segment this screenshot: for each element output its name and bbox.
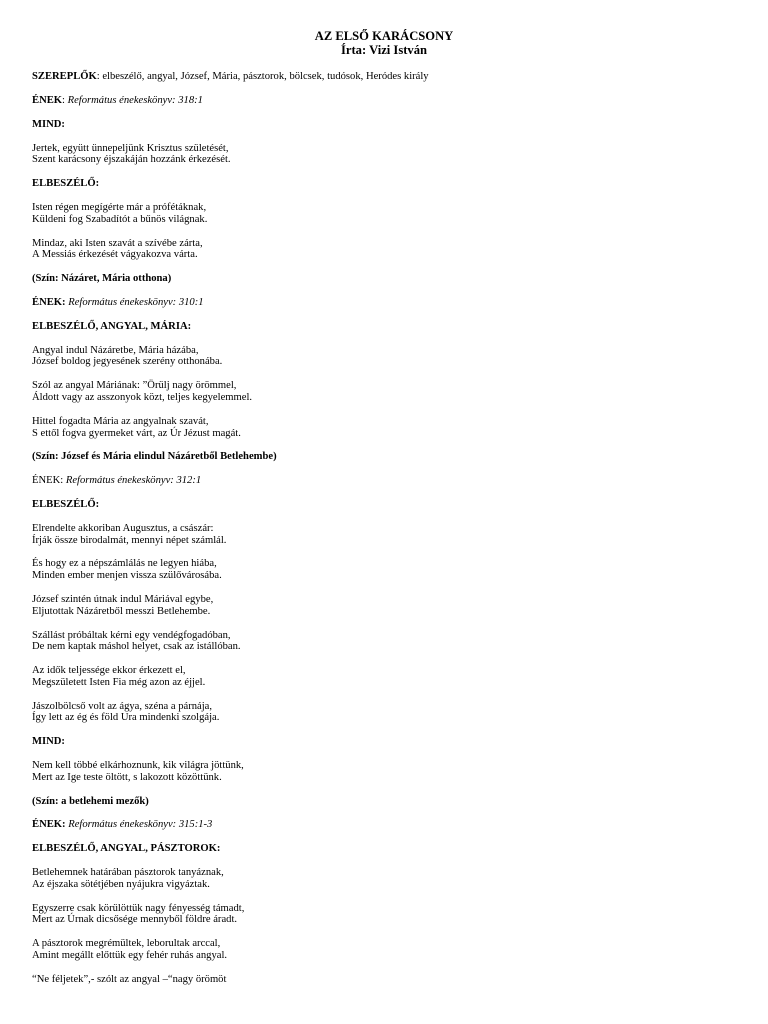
speaker-heading: ELBESZÉLŐ: <box>32 498 100 510</box>
song-reference <box>32 819 736 831</box>
verse-line: Mindaz, aki Isten szavát a szívébe zárta, <box>32 237 203 249</box>
verse-line: Amint megállt előttük egy fehér ruhás angyal. <box>32 950 228 962</box>
song-label: ÉNEK: <box>32 296 66 308</box>
verse-stanza <box>32 558 736 582</box>
verse-stanza <box>32 938 736 962</box>
verse-line: Minden ember menjen vissza szülővárosába. <box>32 570 222 582</box>
verse-line: A pásztorok megrémültek, leborultak arccal, <box>32 938 221 950</box>
verse-line: De nem kaptak máshol helyet, csak az istállóban. <box>32 641 241 653</box>
verse-stanza <box>32 380 736 404</box>
verse-line: S ettől fogva gyermeket várt, az Úr Jézust magát. <box>32 427 241 439</box>
song-label: ÉNEK <box>32 94 63 106</box>
verse-line: Elrendelte akkoriban Augusztus, a császár: <box>32 522 214 534</box>
document-page <box>32 30 736 998</box>
verse-line: Így lett az ég és föld Ura mindenki szolgája. <box>32 712 220 724</box>
song-label: ÉNEK: <box>32 819 66 831</box>
verse-line: És hogy ez a népszámlálás ne legyen hiába, <box>32 558 217 570</box>
verse-line: Megszületett Isten Fia még azon az éjjel. <box>32 676 206 688</box>
verse-line: “Ne féljetek”,- szólt az angyal –“nagy örömöt <box>32 973 227 985</box>
verse-line: Szól az angyal Máriának: ”Örülj nagy örömmel, <box>32 380 237 392</box>
verse-line: Betlehemnek határában pásztorok tanyáznak, <box>32 867 224 879</box>
verse-line: Angyal indul Názáretbe, Mária házába, <box>32 344 199 356</box>
verse-line: Írják össze birodalmát, mennyi népet számlál. <box>32 534 227 546</box>
verse-stanza <box>32 665 736 689</box>
verse-line: Egyszerre csak körülöttük nagy fényesség támadt, <box>32 902 245 914</box>
verse-line: Az idők teljessége ekkor érkezett el, <box>32 665 186 677</box>
verse-stanza <box>32 143 736 167</box>
verse-stanza <box>32 760 736 784</box>
title-block <box>32 30 736 57</box>
verse-stanza <box>32 345 736 369</box>
verse-line: Jászolbölcső volt az ágya, széna a párnája, <box>32 700 213 712</box>
scene-direction: (Szín: Názáret, Mária otthona) <box>32 273 172 285</box>
verse-stanza <box>32 416 736 440</box>
script-body <box>32 95 736 986</box>
verse-line: József boldog jegyesének szerény otthonába. <box>32 356 223 368</box>
verse-line: A Messiás érkezését vágyakozva várta. <box>32 249 198 261</box>
verse-stanza <box>32 867 736 891</box>
hymn-reference: Református énekeskönyv: 310:1 <box>68 296 204 308</box>
scene-direction: (Szín: József és Mária elindul Názáretből Betlehembe) <box>32 451 277 463</box>
cast-list <box>32 71 736 83</box>
song-reference <box>32 297 736 309</box>
verse-line: Hittel fogadta Mária az angyalnak szavát, <box>32 415 209 427</box>
speaker-heading: ELBESZÉLŐ: <box>32 178 100 190</box>
verse-line: Áldott vagy az asszonyok közt, teljes kegyelemmel. <box>32 391 253 403</box>
song-separator: : <box>62 94 68 106</box>
verse-line: Isten régen megígérte már a prófétáknak, <box>32 201 207 213</box>
verse-stanza <box>32 523 736 547</box>
verse-line: Szent karácsony éjszakáján hozzánk érkezését. <box>32 154 231 166</box>
verse-stanza <box>32 974 736 986</box>
song-label: ÉNEK <box>32 475 61 487</box>
verse-stanza <box>32 202 736 226</box>
verse-line: Mert az Ige teste öltött, s lakozott közöttünk. <box>32 771 222 783</box>
speaker-heading: MIND: <box>32 118 65 130</box>
verse-line: Mert az Úrnak dicsősége mennyből földre áradt. <box>32 914 238 926</box>
verse-line: Eljutottak Názáretből messzi Betlehembe. <box>32 605 211 617</box>
document-title: AZ ELSŐ KARÁCSONY <box>314 29 454 43</box>
speaker-heading: ELBESZÉLŐ, ANGYAL, PÁSZTOROK: <box>32 843 221 855</box>
verse-line: Jertek, együtt ünnepeljünk Krisztus születését, <box>32 142 229 154</box>
hymn-reference: Református énekeskönyv: 312:1 <box>65 475 202 487</box>
verse-line: Szállást próbáltak kérni egy vendégfogadóban, <box>32 629 231 641</box>
document-author: Írta: Vizi István <box>340 42 428 57</box>
scene-direction: (Szín: a betlehemi mezők) <box>32 795 149 807</box>
verse-stanza <box>32 238 736 262</box>
verse-line: Az éjszaka sötétjében nyájukra vigyáztak. <box>32 878 210 890</box>
verse-line: Nem kell többé elkárhoznunk, kik világra jöttünk, <box>32 760 244 772</box>
song-reference <box>32 475 736 487</box>
verse-stanza <box>32 594 736 618</box>
cast-label: SZEREPLŐK <box>32 71 97 83</box>
hymn-reference: Református énekeskönyv: 315:1-3 <box>68 819 213 831</box>
speaker-heading: MIND: <box>32 736 65 748</box>
verse-line: Küldeni fog Szabadítót a bűnös világnak. <box>32 213 208 225</box>
hymn-reference: Református énekeskönyv: 318:1 <box>67 94 203 106</box>
verse-stanza <box>32 903 736 927</box>
cast-text: : elbeszélő, angyal, József, Mária, pásztorok, bölcsek, tudósok, Heródes király <box>96 71 429 83</box>
song-reference <box>32 95 736 107</box>
speaker-heading: ELBESZÉLŐ, ANGYAL, MÁRIA: <box>32 320 192 332</box>
song-separator: : <box>60 475 66 487</box>
verse-stanza <box>32 701 736 725</box>
verse-stanza <box>32 630 736 654</box>
verse-line: József szintén útnak indul Máriával egybe, <box>32 593 214 605</box>
